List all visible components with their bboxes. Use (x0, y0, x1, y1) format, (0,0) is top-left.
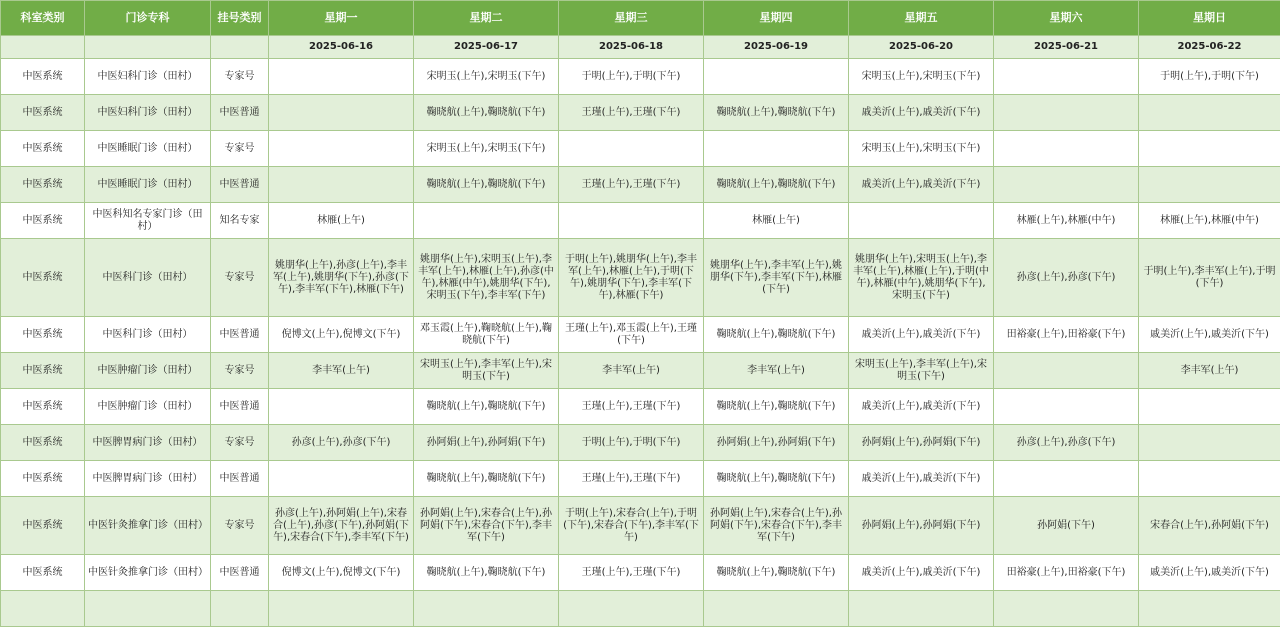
table-cell: 于明(上午),宋春合(上午),于明(下午),宋春合(下午),李丰军(下午) (559, 497, 704, 555)
table-cell: 孙阿娟(上午),孙阿娟(下午) (849, 497, 994, 555)
table-cell (994, 131, 1139, 167)
header-clinic: 门诊专科 (85, 1, 211, 36)
table-cell (994, 95, 1139, 131)
table-cell (211, 591, 269, 627)
table-cell: 中医系统 (1, 389, 85, 425)
table-cell: 宋明玉(上午),宋明玉(下午) (414, 131, 559, 167)
table-cell: 中医系统 (1, 317, 85, 353)
table-cell: 中医系统 (1, 239, 85, 317)
table-cell: 孙彦(上午),孙彦(下午) (994, 239, 1139, 317)
table-cell: 戚美沂(上午),戚美沂(下午) (849, 461, 994, 497)
table-cell: 鞠晓航(上午),鞠晓航(下午) (704, 461, 849, 497)
date-cell: 2025-06-17 (414, 36, 559, 59)
table-cell: 宋春合(上午),孙阿娟(下午) (1139, 497, 1280, 555)
table-cell: 戚美沂(上午),戚美沂(下午) (1139, 555, 1280, 591)
table-cell: 中医肿瘤门诊（田村） (85, 389, 211, 425)
table-cell (269, 591, 414, 627)
table-row (1, 591, 1280, 627)
table-cell: 中医科门诊（田村） (85, 239, 211, 317)
table-cell: 鞠晓航(上午),鞠晓航(下午) (704, 95, 849, 131)
table-cell (559, 591, 704, 627)
header-saturday: 星期六 (994, 1, 1139, 36)
table-row (1, 497, 1280, 555)
table-cell: 姚朋华(上午),宋明玉(上午),李丰军(上午),林雁(上午),于明(中午),林雁(中午),姚朋华(下午),宋明玉(下午) (849, 239, 994, 317)
table-cell: 孙阿娟(上午),孙阿娟(下午) (849, 425, 994, 461)
table-cell: 中医肿瘤门诊（田村） (85, 353, 211, 389)
date-cell: 2025-06-21 (994, 36, 1139, 59)
table-row (1, 317, 1280, 353)
table-cell: 戚美沂(上午),戚美沂(下午) (849, 555, 994, 591)
table-cell: 中医针灸推拿门诊（田村） (85, 555, 211, 591)
table-cell: 中医系统 (1, 59, 85, 95)
date-cell: 2025-06-16 (269, 36, 414, 59)
header-monday: 星期一 (269, 1, 414, 36)
table-cell: 中医系统 (1, 425, 85, 461)
table-row (1, 389, 1280, 425)
table-cell: 于明(上午),于明(下午) (1139, 59, 1280, 95)
table-cell (704, 59, 849, 95)
table-cell (269, 59, 414, 95)
table-cell (1139, 167, 1280, 203)
table-cell: 孙彦(上午),孙阿娟(上午),宋春合(上午),孙彦(下午),孙阿娟(下午),宋春合(下午),李丰军(下午) (269, 497, 414, 555)
table-cell: 中医科知名专家门诊（田村） (85, 203, 211, 239)
table-cell: 中医普通 (211, 389, 269, 425)
table-cell (414, 203, 559, 239)
table-cell: 鞠晓航(上午),鞠晓航(下午) (414, 555, 559, 591)
table-cell: 中医普通 (211, 317, 269, 353)
table-cell: 鞠晓航(上午),鞠晓航(下午) (414, 95, 559, 131)
table-cell: 林雁(上午) (704, 203, 849, 239)
table-cell: 中医普通 (211, 95, 269, 131)
table-row (1, 203, 1280, 239)
table-cell: 戚美沂(上午),戚美沂(下午) (849, 317, 994, 353)
date-cell: 2025-06-18 (559, 36, 704, 59)
table-cell (704, 591, 849, 627)
table-cell: 中医科门诊（田村） (85, 317, 211, 353)
table-cell: 中医系统 (1, 353, 85, 389)
table-cell: 鞠晓航(上午),鞠晓航(下午) (414, 461, 559, 497)
table-cell: 姚朋华(上午),李丰军(上午),姚朋华(下午),李丰军(下午),林雁(下午) (704, 239, 849, 317)
table-cell: 鞠晓航(上午),鞠晓航(下午) (414, 389, 559, 425)
table-row (1, 461, 1280, 497)
table-cell: 孙彦(上午),孙彦(下午) (269, 425, 414, 461)
table-cell: 中医系统 (1, 497, 85, 555)
table-cell: 孙阿娟(上午),孙阿娟(下午) (704, 425, 849, 461)
table-cell (994, 167, 1139, 203)
table-cell: 李丰军(上午) (269, 353, 414, 389)
table-cell: 李丰军(上午) (704, 353, 849, 389)
table-cell: 王瑾(上午),王瑾(下午) (559, 389, 704, 425)
table-cell (1139, 389, 1280, 425)
date-cell: 2025-06-19 (704, 36, 849, 59)
table-row (1, 353, 1280, 389)
table-cell: 中医普通 (211, 555, 269, 591)
table-cell: 宋明玉(上午),宋明玉(下午) (414, 59, 559, 95)
table-cell: 田裕豪(上午),田裕豪(下午) (994, 555, 1139, 591)
table-cell: 倪博文(上午),倪博文(下午) (269, 555, 414, 591)
table-cell: 专家号 (211, 497, 269, 555)
table-cell: 戚美沂(上午),戚美沂(下午) (849, 389, 994, 425)
header-friday: 星期五 (849, 1, 994, 36)
table-cell: 中医系统 (1, 167, 85, 203)
table-cell (1139, 95, 1280, 131)
table-cell (849, 203, 994, 239)
date-cell: 2025-06-22 (1139, 36, 1280, 59)
table-cell (1139, 131, 1280, 167)
table-cell (849, 591, 994, 627)
table-row (1, 555, 1280, 591)
table-cell: 倪博文(上午),倪博文(下午) (269, 317, 414, 353)
table-cell: 林雁(上午),林雁(中午) (1139, 203, 1280, 239)
table-cell (704, 131, 849, 167)
table-cell (994, 353, 1139, 389)
header-dept-category: 科室类别 (1, 1, 85, 36)
table-cell: 宋明玉(上午),宋明玉(下午) (849, 59, 994, 95)
table-cell (559, 203, 704, 239)
table-cell (994, 461, 1139, 497)
table-cell: 中医普通 (211, 461, 269, 497)
table-cell: 中医系统 (1, 555, 85, 591)
table-cell (994, 59, 1139, 95)
date-cell (211, 36, 269, 59)
table-row (1, 425, 1280, 461)
table-cell: 孙彦(上午),孙彦(下午) (994, 425, 1139, 461)
table-cell: 宋明玉(上午),李丰军(上午),宋明玉(下午) (414, 353, 559, 389)
table-cell: 姚朋华(上午),孙彦(上午),李丰军(上午),姚朋华(下午),孙彦(下午),李丰军(下午),林雁(下午) (269, 239, 414, 317)
table-cell: 宋明玉(上午),李丰军(上午),宋明玉(下午) (849, 353, 994, 389)
table-cell (269, 389, 414, 425)
date-row (1, 36, 1280, 59)
table-row (1, 131, 1280, 167)
table-cell: 鞠晓航(上午),鞠晓航(下午) (704, 555, 849, 591)
table-cell: 林雁(上午),林雁(中午) (994, 203, 1139, 239)
header-sunday: 星期日 (1139, 1, 1280, 36)
header-thursday: 星期四 (704, 1, 849, 36)
table-cell: 戚美沂(上午),戚美沂(下午) (849, 167, 994, 203)
table-cell: 鞠晓航(上午),鞠晓航(下午) (704, 389, 849, 425)
table-cell: 鞠晓航(上午),鞠晓航(下午) (704, 167, 849, 203)
table-cell (994, 389, 1139, 425)
table-cell (994, 591, 1139, 627)
table-cell: 于明(上午),李丰军(上午),于明(下午) (1139, 239, 1280, 317)
table-cell: 专家号 (211, 131, 269, 167)
table-cell (1139, 461, 1280, 497)
table-cell: 中医针灸推拿门诊（田村） (85, 497, 211, 555)
table-cell: 田裕豪(上午),田裕豪(下午) (994, 317, 1139, 353)
table-cell: 专家号 (211, 353, 269, 389)
table-cell: 姚朋华(上午),宋明玉(上午),李丰军(上午),林雁(上午),孙彦(中午),林雁(中午),姚朋华(下午),宋明玉(下午),李丰军(下午) (414, 239, 559, 317)
table-row (1, 59, 1280, 95)
header-wednesday: 星期三 (559, 1, 704, 36)
table-cell: 中医脾胃病门诊（田村） (85, 461, 211, 497)
table-cell (1, 591, 85, 627)
table-cell: 中医脾胃病门诊（田村） (85, 425, 211, 461)
table-cell: 中医妇科门诊（田村） (85, 59, 211, 95)
table-row (1, 167, 1280, 203)
table-cell: 知名专家 (211, 203, 269, 239)
table-cell: 中医系统 (1, 203, 85, 239)
table-cell: 孙阿娟(上午),孙阿娟(下午) (414, 425, 559, 461)
date-cell (85, 36, 211, 59)
table-row (1, 95, 1280, 131)
table-cell: 邓玉霞(上午),鞠晓航(上午),鞠晓航(下午) (414, 317, 559, 353)
table-cell: 王瑾(上午),王瑾(下午) (559, 95, 704, 131)
table-cell: 戚美沂(上午),戚美沂(下午) (1139, 317, 1280, 353)
table-cell: 中医妇科门诊（田村） (85, 95, 211, 131)
table-row (1, 239, 1280, 317)
table-cell: 鞠晓航(上午),鞠晓航(下午) (704, 317, 849, 353)
table-cell: 孙阿娟(上午),宋春合(上午),孙阿娟(下午),宋春合(下午),李丰军(下午) (414, 497, 559, 555)
table-cell: 李丰军(上午) (1139, 353, 1280, 389)
table-cell: 中医睡眠门诊（田村） (85, 131, 211, 167)
table-cell: 专家号 (211, 239, 269, 317)
table-cell (85, 591, 211, 627)
table-cell: 于明(上午),于明(下午) (559, 425, 704, 461)
table-cell: 中医系统 (1, 95, 85, 131)
table-cell: 戚美沂(上午),戚美沂(下午) (849, 95, 994, 131)
table-cell: 于明(上午),姚朋华(上午),李丰军(上午),林雁(上午),于明(下午),姚朋华(下午),李丰军(下午),林雁(下午) (559, 239, 704, 317)
table-cell: 于明(上午),于明(下午) (559, 59, 704, 95)
header-row (1, 1, 1280, 36)
table-cell (269, 131, 414, 167)
table-cell (1139, 591, 1280, 627)
table-cell: 王瑾(上午),邓玉霞(上午),王瑾(下午) (559, 317, 704, 353)
table-cell: 鞠晓航(上午),鞠晓航(下午) (414, 167, 559, 203)
table-cell: 王瑾(上午),王瑾(下午) (559, 555, 704, 591)
table-cell (559, 131, 704, 167)
header-registration-type: 挂号类别 (211, 1, 269, 36)
table-cell: 王瑾(上午),王瑾(下午) (559, 461, 704, 497)
table-cell: 中医睡眠门诊（田村） (85, 167, 211, 203)
table-cell: 李丰军(上午) (559, 353, 704, 389)
table-cell: 宋明玉(上午),宋明玉(下午) (849, 131, 994, 167)
table-cell (1139, 425, 1280, 461)
table-cell: 专家号 (211, 59, 269, 95)
table-cell (269, 461, 414, 497)
date-cell (1, 36, 85, 59)
table-cell: 王瑾(上午),王瑾(下午) (559, 167, 704, 203)
table-cell: 中医系统 (1, 131, 85, 167)
table-cell: 孙阿娟(下午) (994, 497, 1139, 555)
header-tuesday: 星期二 (414, 1, 559, 36)
table-cell (414, 591, 559, 627)
table-cell: 中医普通 (211, 167, 269, 203)
table-cell: 林雁(上午) (269, 203, 414, 239)
table-cell: 中医系统 (1, 461, 85, 497)
table-cell (269, 167, 414, 203)
table-cell (269, 95, 414, 131)
date-cell: 2025-06-20 (849, 36, 994, 59)
table-cell: 专家号 (211, 425, 269, 461)
table-cell: 孙阿娟(上午),宋春合(上午),孙阿娟(下午),宋春合(下午),李丰军(下午) (704, 497, 849, 555)
